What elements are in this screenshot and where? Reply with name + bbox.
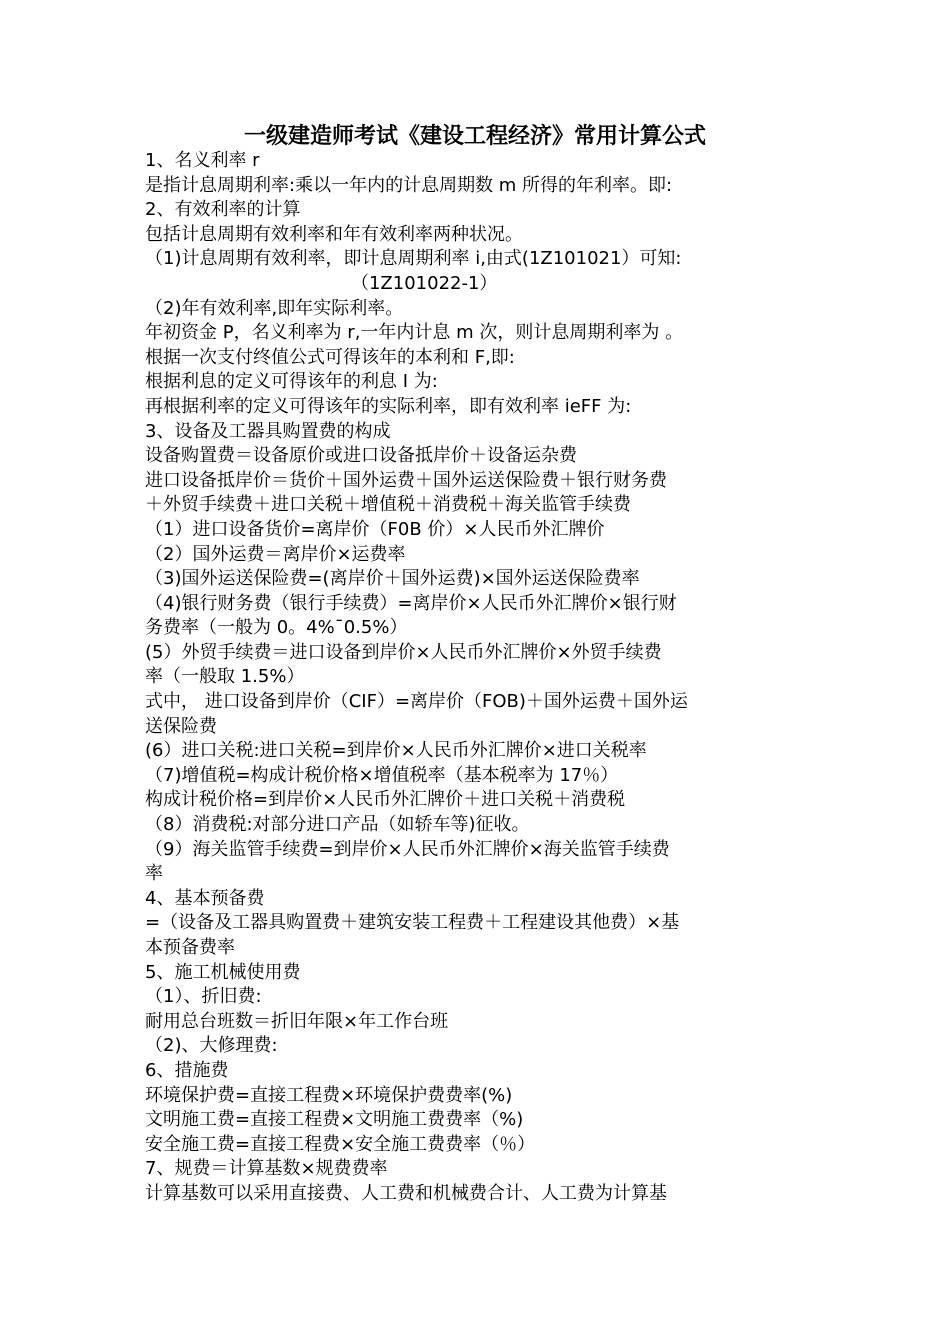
text-line: 耐用总台班数＝折旧年限×年工作台班 [145,1010,449,1032]
text-line: （1)计息周期有效利率，即计息周期利率 i,由式(1Z101021）可知: [145,248,682,270]
text-line: 根据利息的定义可得该年的利息 I 为: [145,371,438,393]
text-line: (6）进口关税:进口关税=到岸价×人民币外汇牌价×进口关税率 [145,740,647,762]
text-line: 安全施工费=直接工程费×安全施工费费率（％） [145,1133,536,1155]
text-line: （1）进口设备货价=离岸价（F0B 价）×人民币外汇牌价 [145,518,605,540]
text-line: （8）消费税:对部分进口产品（如轿车等)征收。 [145,814,530,836]
text-line: 2、有效利率的计算 [145,199,301,221]
text-line: 3、设备及工器具购置费的构成 [145,420,391,442]
text-line: 式中， 进口设备到岸价（CIF）=离岸价（FOB)＋国外运费＋国外运 [145,691,688,713]
text-line: 根据一次支付终值公式可得该年的本利和 F,即: [145,346,515,368]
text-line: 7、规费＝计算基数×规费费率 [145,1158,388,1180]
text-line: （2）国外运费＝离岸价×运费率 [145,543,406,565]
text-line: 率 [145,863,163,885]
text-line: 率（一般取 1.5%） [145,666,305,688]
text-line: 4、基本预备费 [145,887,265,909]
text-line: 是指计息周期利率:乘以一年内的计息周期数 m 所得的年利率。即: [145,174,673,196]
text-line: （2)年有效利率,即年实际利率。 [145,297,404,319]
text-line: 送保险费 [145,715,217,737]
text-line: （9）海关监管手续费=到岸价×人民币外汇牌价×海关监管手续费 [145,838,670,860]
text-line: （2)、大修理费: [145,1035,278,1057]
text-line: （4)银行财务费（银行手续费）=离岸价×人民币外汇牌价×银行财 [145,592,677,614]
text-line: 5、施工机械使用费 [145,961,301,983]
document-title: 一级建造师考试《建设工程经济》常用计算公式 [243,123,706,149]
document-body [145,149,815,1207]
text-line: （3)国外运送保险费=(离岸价＋国外运费)×国外运送保险费率 [145,568,640,590]
text-line: 文明施工费=直接工程费×文明施工费费率（%) [145,1109,524,1131]
text-line: 计算基数可以采用直接费、人工费和机械费合计、人工费为计算基 [145,1182,667,1204]
text-line: （1Z101022-1） [145,272,498,294]
text-line: 包括计息周期有效利率和年有效利率两种状况。 [145,223,523,245]
text-line: 设备购置费＝设备原价或进口设备抵岸价＋设备运杂费 [145,445,577,467]
text-line: (5）外贸手续费＝进口设备到岸价×人民币外汇牌价×外贸手续费 [145,641,662,663]
text-line: 1、名义利率 r [145,150,260,171]
text-line: ＋外贸手续费＋进口关税＋增值税＋消费税＋海关监管手续费 [145,494,631,516]
text-line: 本预备费率 [145,937,235,958]
text-line: 环境保护费=直接工程费×环境保护费费率(%) [145,1084,513,1106]
text-line: 进口设备抵岸价＝货价＋国外运费＋国外运送保险费＋银行财务费 [145,469,667,491]
text-line: 6、措施费 [145,1059,229,1081]
text-line: （7)增值税=构成计税价格×增值税率（基本税率为 17％） [145,764,619,786]
text-line: （1）、折旧费: [145,986,262,1008]
text-line: 再根据利率的定义可得该年的实际利率，即有效利率 ieFF 为: [145,395,632,417]
text-line: 务费率（一般为 0。4%¯0.5%） [145,617,408,639]
text-line: =（设备及工器具购置费＋建筑安装工程费＋工程建设其他费）×基 [145,912,680,934]
text-line: 构成计税价格=到岸价×人民币外汇牌价＋进口关税＋消费税 [145,789,626,811]
text-line: 年初资金 P，名义利率为 r,一年内计息 m 次，则计息周期利率为 。 [145,322,684,344]
